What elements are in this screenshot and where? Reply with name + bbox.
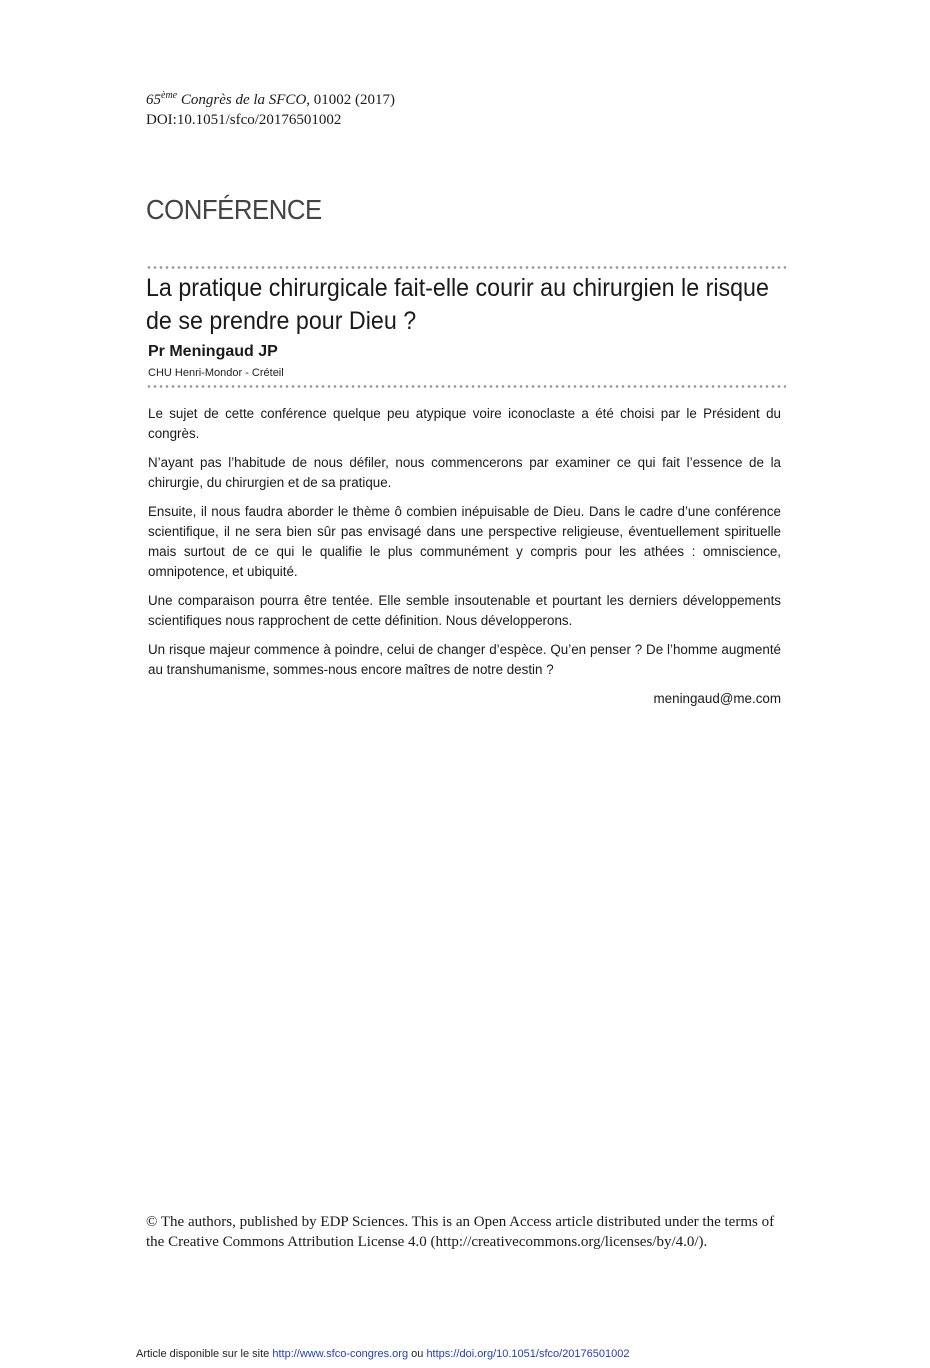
footer-link-doi[interactable]: https://doi.org/10.1051/sfco/20176501002 [426,1348,630,1360]
footer-prefix: Article disponible sur le site [136,1348,273,1360]
body-paragraph: N’ayant pas l’habitude de nous défiler, nous commencerons par examiner ce qui fait l’essence de la chirurgie, du chirurgien et de sa pratique. [148,455,781,490]
author-affiliation: CHU Henri-Mondor - Créteil [148,367,284,379]
author-name: Pr Meningaud JP [148,343,278,360]
footer-link-sfco[interactable]: http://www.sfco-congres.org [272,1348,409,1360]
congress-edition: 65 [146,92,161,108]
body-paragraph: Ensuite, il nous faudra aborder le thème ô combien inépuisable de Dieu. Dans le cadre d’une conférence scientifique, il ne sera bien sûr pas envisagé dans une perspective religieuse, éventuellement spirituelle mais surtout de ce qui le qualifie le plus communément y compris pour les athées : omniscience, omnipotence, et ubiquité. [148,504,781,579]
body-paragraph: Le sujet de cette conférence quelque peu atypique voire iconoclaste a été choisi par le Président du congrès. [148,406,781,441]
article-title: La pratique chirurgicale fait-elle courir au chirurgien le risque de se prendre pour Dieu ? [146,274,769,335]
dotted-divider-top [146,266,786,269]
dotted-divider-bottom [146,385,786,388]
congress-line [146,90,395,110]
license-notice: © The authors, published by EDP Sciences. This is an Open Access article distributed under the terms of the Creative Commons Attribution License 4.0 (http://creativecommons.org/licenses/by/4.0/). [146,1214,775,1250]
congress-edition-suffix: ème [161,90,178,101]
body-paragraph: Un risque majeur commence à poindre, celui de changer d’espèce. Qu’en penser ? De l’homme augmenté au transhumanisme, sommes-nous encore maîtres de notre destin ? [148,642,781,677]
doi-line: DOI:10.1051/sfco/20176501002 [146,112,342,128]
author-email: meningaud@me.com [653,691,781,706]
page-footer [136,1348,630,1360]
body-paragraph: Une comparaison pourra être tentée. Elle semble insoutenable et pourtant les derniers développements scientifiques nous rapprochent de cette définition. Nous développerons. [148,593,781,628]
article-body [148,404,781,709]
congress-name: Congrès de la SFCO [177,92,307,108]
footer-middle: ou [408,1348,427,1360]
article-reference: , 01002 (2017) [306,92,396,108]
article-header [146,90,395,130]
section-label: CONFÉRENCE [146,194,322,225]
